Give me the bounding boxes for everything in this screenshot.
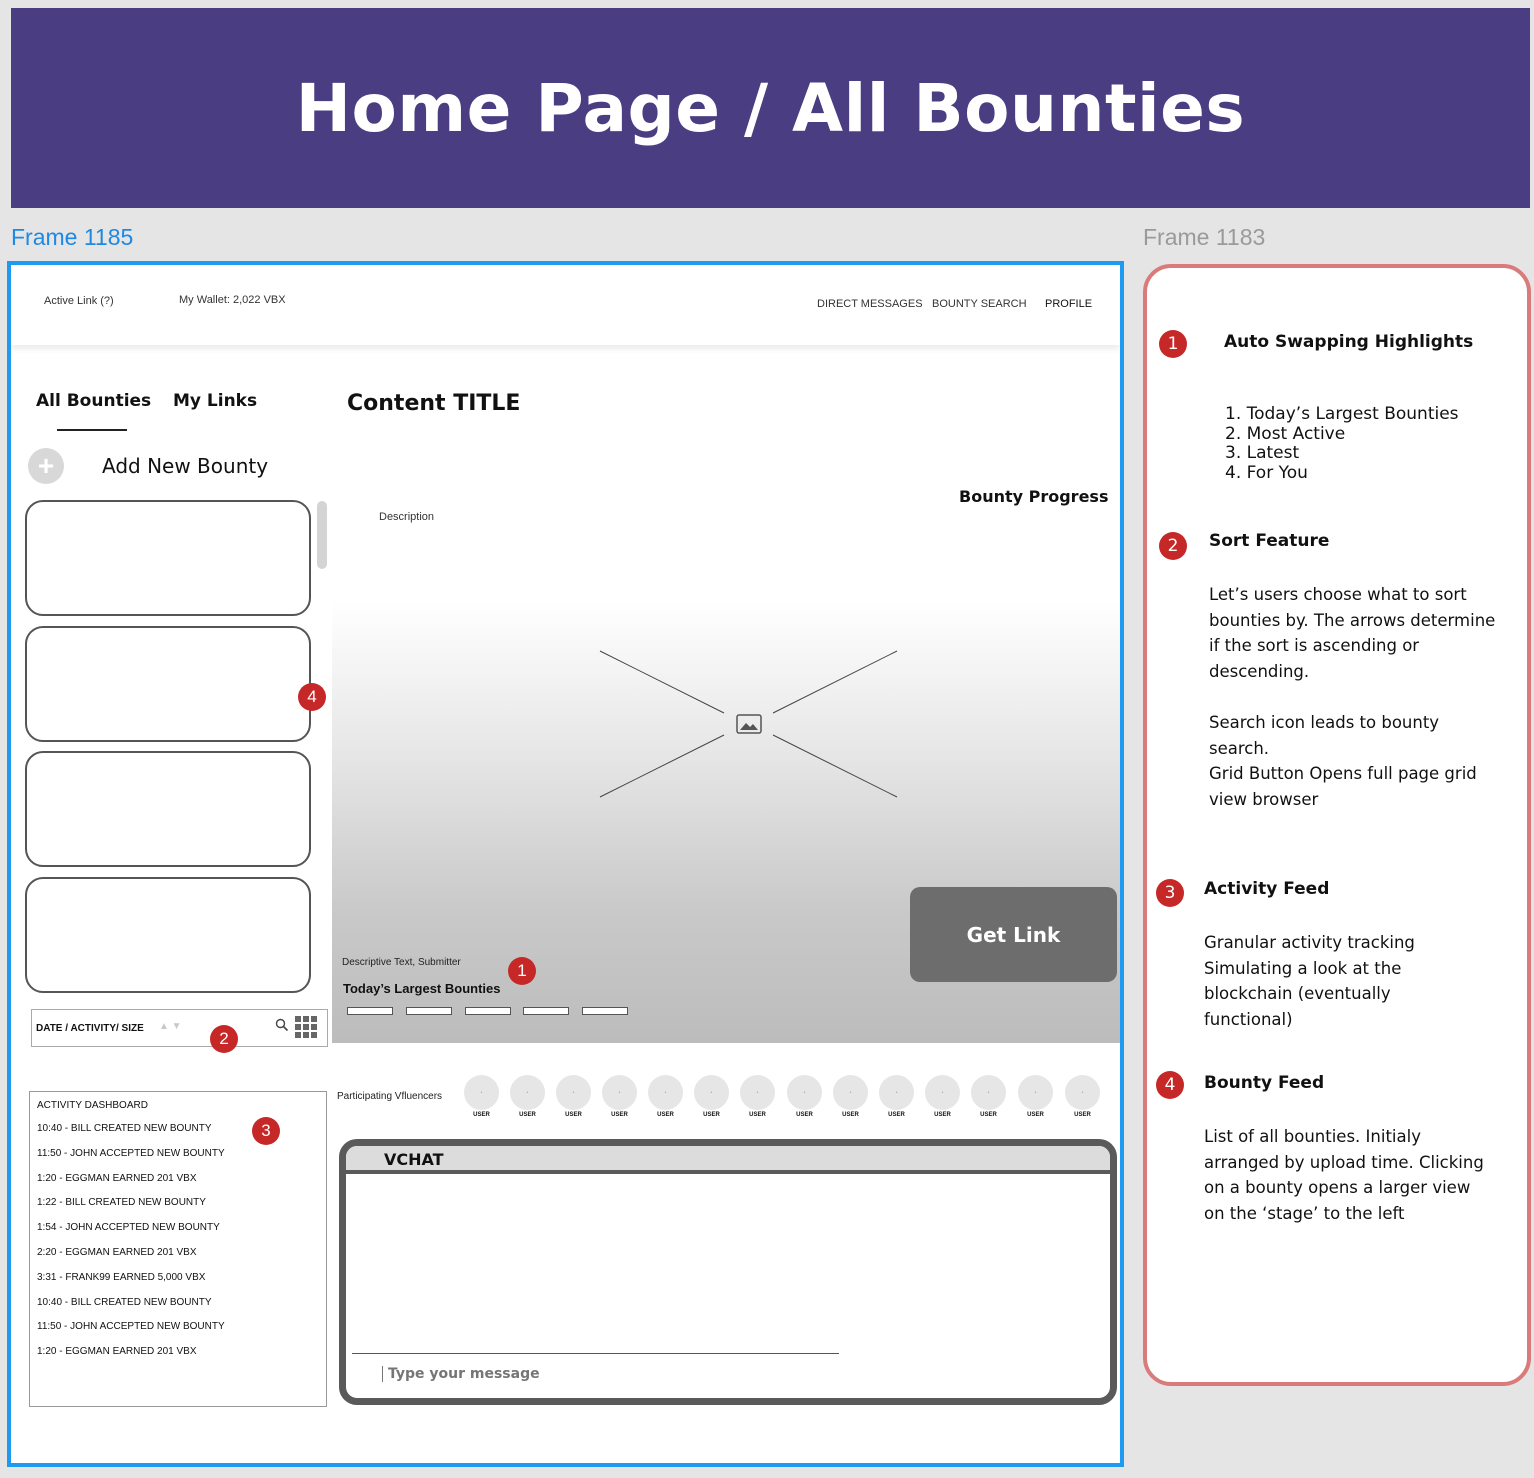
activity-row: 10:40 - BILL CREATED NEW BOUNTY — [37, 1296, 212, 1308]
activity-row: 11:50 - JOHN ACCEPTED NEW BOUNTY — [37, 1147, 225, 1159]
top-navbar — [11, 265, 1120, 345]
list-item: 4. For You — [1225, 462, 1308, 483]
content-title: Content TITLE — [347, 391, 521, 416]
user-avatar-icon: • — [787, 1075, 822, 1110]
banner-title: Home Page / All Bounties — [295, 69, 1246, 147]
annotation-badge-3: 3 — [252, 1117, 280, 1145]
participant-avatar[interactable]: • USER — [971, 1075, 1006, 1118]
grid-view-icon[interactable] — [295, 1016, 317, 1038]
note-title-bounty-feed: Bounty Feed — [1204, 1073, 1325, 1093]
annotation-badge-1: 1 — [1159, 330, 1187, 358]
image-icon — [737, 715, 761, 733]
annotation-badge-3: 3 — [1156, 879, 1184, 907]
sort-direction-arrows[interactable]: ▲ ▼ — [159, 1021, 182, 1032]
page-banner — [11, 8, 1530, 208]
participant-avatar[interactable]: • USER — [1018, 1075, 1053, 1118]
participant-avatar[interactable]: • USER — [1065, 1075, 1100, 1118]
participant-avatar[interactable]: • USER — [694, 1075, 729, 1118]
activity-row: 3:31 - FRANK99 EARNED 5,000 VBX — [37, 1271, 206, 1283]
participating-label: Participating Vfluencers — [337, 1091, 443, 1102]
participant-avatar[interactable]: • USER — [648, 1075, 683, 1118]
get-link-button[interactable]: Get Link — [910, 887, 1117, 982]
nav-bounty-search[interactable]: BOUNTY SEARCH — [932, 298, 1027, 310]
note-title-highlights: Auto Swapping Highlights — [1224, 332, 1474, 352]
user-avatar-icon: • — [556, 1075, 591, 1110]
note-title-activity: Activity Feed — [1204, 879, 1330, 899]
user-avatar-icon: • — [648, 1075, 683, 1110]
vchat-panel — [339, 1139, 1117, 1405]
user-avatar-icon: • — [925, 1075, 960, 1110]
activity-dashboard-title: ACTIVITY DASHBOARD — [37, 1100, 148, 1111]
participant-avatar[interactable]: • USER — [740, 1075, 775, 1118]
note-body-bounty-feed: List of all bounties. Initialy arranged by upload time. Clicking on a bounty opens a larger view on the ‘stage’ to the left — [1204, 1127, 1484, 1223]
tab-my-links[interactable]: My Links — [173, 391, 258, 411]
highlight-page-indicator[interactable] — [406, 1007, 452, 1015]
annotation-badge-4: 4 — [298, 683, 326, 711]
highlight-page-indicator[interactable] — [582, 1007, 628, 1015]
bounty-progress-label: Bounty Progress — [959, 487, 1109, 506]
add-new-bounty-button[interactable] — [28, 448, 268, 484]
sort-options[interactable]: DATE / ACTIVITY/ SIZE — [36, 1023, 144, 1034]
tab-all-bounties[interactable]: All Bounties — [36, 391, 152, 411]
active-link[interactable]: Active Link (?) — [44, 295, 114, 307]
active-tab-indicator — [57, 429, 127, 431]
frame-wireframe — [7, 261, 1124, 1467]
activity-row: 1:54 - JOHN ACCEPTED NEW BOUNTY — [37, 1222, 220, 1234]
vchat-divider — [352, 1353, 839, 1354]
bounty-card[interactable] — [25, 751, 311, 867]
activity-row: 1:20 - EGGMAN EARNED 201 VBX — [37, 1346, 197, 1358]
bounty-feed-scrollbar[interactable] — [317, 501, 327, 569]
highlight-page-indicator[interactable] — [523, 1007, 569, 1015]
activity-row: 10:40 - BILL CREATED NEW BOUNTY — [37, 1123, 212, 1134]
highlight-list — [1225, 405, 1459, 483]
participant-avatar[interactable]: • USER — [464, 1075, 499, 1118]
user-avatar-icon: • — [602, 1075, 637, 1110]
note-body-activity: Granular activity tracking Simulating a look at the blockchain (eventually functional) — [1204, 933, 1415, 1029]
bounty-card[interactable] — [25, 500, 311, 616]
message-input[interactable] — [382, 1366, 782, 1382]
vchat-header — [346, 1146, 1110, 1174]
list-item: 3. Latest — [1225, 443, 1300, 463]
participant-avatar[interactable]: • USER — [925, 1075, 960, 1118]
activity-dashboard — [29, 1091, 327, 1407]
user-avatar-icon: • — [971, 1075, 1006, 1110]
highlight-page-indicator[interactable] — [347, 1007, 393, 1015]
frame-annotations — [1143, 264, 1531, 1386]
note-body-grid: Grid Button Opens full page grid view browser — [1209, 764, 1477, 809]
frame-label-right: Frame 1183 — [1143, 224, 1266, 250]
frame-label-left: Frame 1185 — [11, 224, 134, 250]
participant-avatar[interactable]: • USER — [833, 1075, 868, 1118]
vchat-title: VCHAT — [384, 1150, 444, 1169]
bounty-description: Description — [379, 511, 435, 523]
participant-avatar[interactable]: • USER — [787, 1075, 822, 1118]
annotation-badge-4: 4 — [1156, 1071, 1184, 1099]
note-body-sort: Let’s users choose what to sort bounties by. The arrows determine if the sort is ascending or descending. — [1209, 585, 1496, 681]
participant-avatar[interactable]: • USER — [556, 1075, 591, 1118]
user-avatar-icon: • — [510, 1075, 545, 1110]
search-icon[interactable] — [275, 1018, 289, 1037]
participant-avatar[interactable]: • USER — [602, 1075, 637, 1118]
activity-row: 1:22 - BILL CREATED NEW BOUNTY — [37, 1197, 206, 1209]
plus-icon: + — [28, 448, 64, 484]
user-avatar-icon: • — [1018, 1075, 1053, 1110]
bounty-card[interactable] — [25, 626, 311, 742]
descriptive-text: Descriptive Text, Submitter — [342, 957, 461, 968]
sort-bar — [31, 1009, 328, 1047]
note-title-sort: Sort Feature — [1209, 531, 1330, 551]
nav-direct-messages[interactable]: DIRECT MESSAGES — [817, 298, 923, 310]
highlight-page-indicator[interactable] — [465, 1007, 511, 1015]
list-item: 1. Today’s Largest Bounties — [1225, 404, 1459, 424]
participant-avatar[interactable]: • USER — [879, 1075, 914, 1118]
participant-avatar[interactable]: • USER — [510, 1075, 545, 1118]
wallet-balance[interactable]: My Wallet: 2,022 VBX — [179, 294, 286, 306]
list-item: 2. Most Active — [1225, 423, 1346, 444]
user-avatar-icon: • — [694, 1075, 729, 1110]
annotation-badge-2: 2 — [1159, 532, 1187, 560]
user-avatar-icon: • — [879, 1075, 914, 1110]
annotation-badge-1: 1 — [508, 957, 536, 985]
annotation-badge-2: 2 — [210, 1025, 238, 1053]
activity-row: 11:50 - JOHN ACCEPTED NEW BOUNTY — [37, 1321, 225, 1333]
bounty-card[interactable] — [25, 877, 311, 993]
activity-row: 1:20 - EGGMAN EARNED 201 VBX — [37, 1172, 197, 1184]
user-avatar-icon: • — [833, 1075, 868, 1110]
add-new-bounty-label: Add New Bounty — [102, 454, 269, 478]
note-body-search: Search icon leads to bounty search. — [1209, 713, 1440, 758]
user-avatar-icon: • — [740, 1075, 775, 1110]
user-avatar-icon: • — [1065, 1075, 1100, 1110]
activity-row: 2:20 - EGGMAN EARNED 201 VBX — [37, 1246, 197, 1258]
user-avatar-icon: • — [464, 1075, 499, 1110]
highlight-title: Today’s Largest Bounties — [343, 981, 501, 996]
nav-profile[interactable]: PROFILE — [1045, 298, 1093, 310]
